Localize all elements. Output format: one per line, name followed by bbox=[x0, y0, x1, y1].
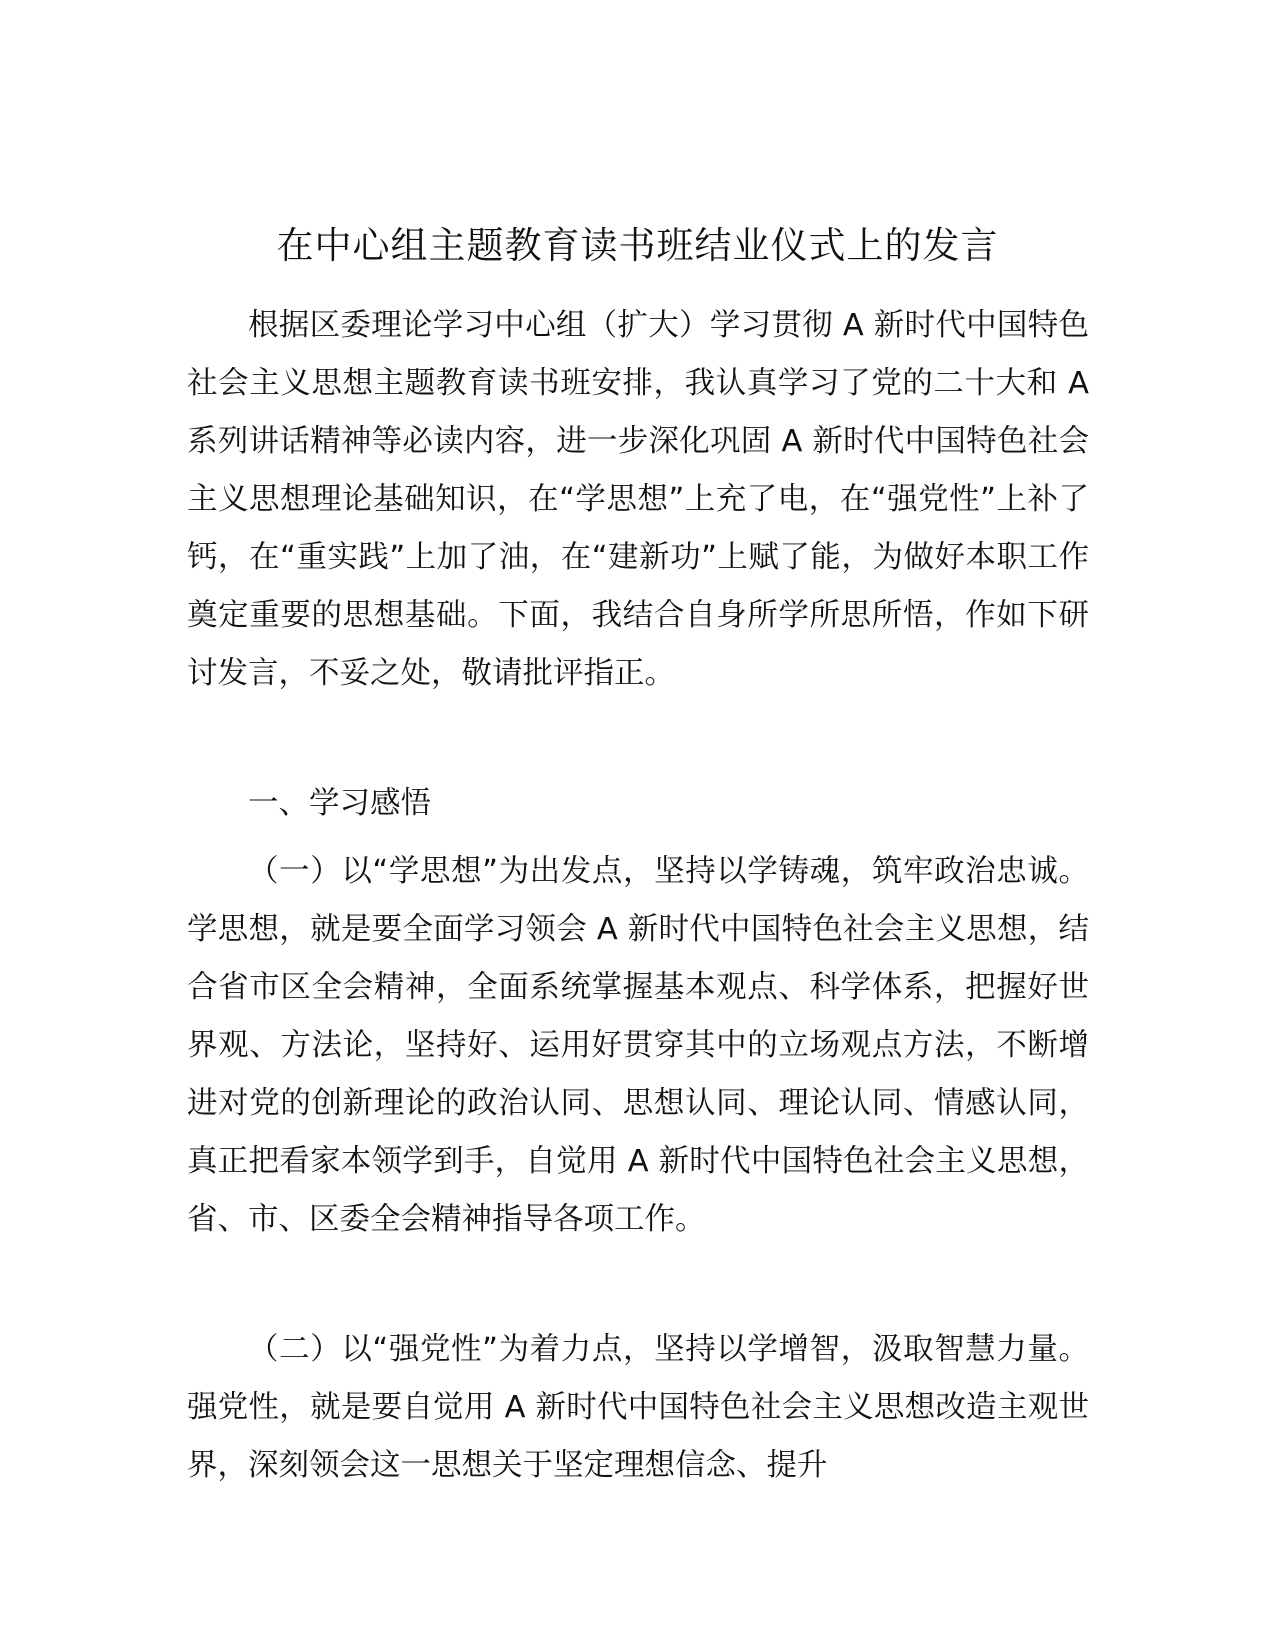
point-one-paragraph: （一）以“学思想”为出发点，坚持以学铸魂，筑牢政治忠诚。学思想，就是要全面学习领会 A 新时代中国特色社会主义思想，结合省市区全会精神，全面系统掌握基本观点、科学体系，把握好世界观、方法论，坚持好、运用好贯穿其中的立场观点方法，不断增进对党的创新理论的政治认同、思想认同、理论认同、情感认同，真正把看家本领学到手，自觉用 A 新时代中国特色社会主义思想，省、市、区委全会精神指导各项工作。 bbox=[187, 854, 1089, 1237]
point-two-paragraph: （二）以“强党性”为着力点，坚持以学增智，汲取智慧力量。强党性，就是要自觉用 A 新时代中国特色社会主义思想改造主观世界，深刻领会这一思想关于坚定理想信念、提升 bbox=[187, 1332, 1089, 1483]
document-title: 在中心组主题教育读书班结业仪式上的发言 bbox=[276, 224, 999, 267]
section-heading: 一、学习感悟 bbox=[248, 786, 431, 821]
intro-paragraph: 根据区委理论学习中心组（扩大）学习贯彻 A 新时代中国特色社会主义思想主题教育读书班安排，我认真学习了党的二十大和 A 系列讲话精神等必读内容，进一步深化巩固 A 新时代中国特色社会主义思想理论基础知识，在“学思想”上充了电，在“强党性”上补了钙，在“重实践”上加了油，在“建新功”上赋了能，为做好本职工作奠定重要的思想基础。下面，我结合自身所学所思所悟，作如下研讨发言，不妥之处，敬请批评指正。 bbox=[187, 308, 1089, 691]
